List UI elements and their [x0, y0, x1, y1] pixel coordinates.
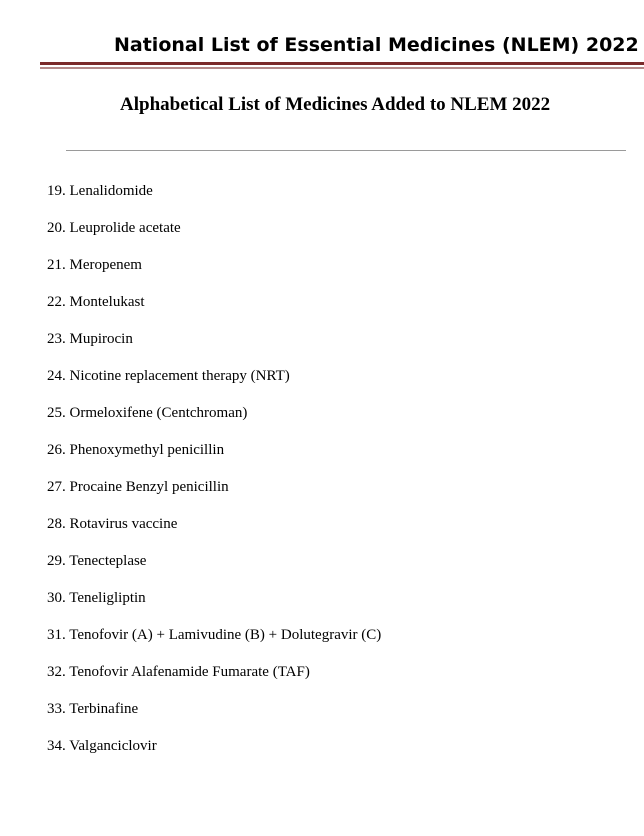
item-number: 24.	[47, 368, 66, 384]
item-name: Leuprolide acetate	[69, 220, 181, 236]
list-item	[47, 700, 381, 737]
list-item	[47, 256, 381, 293]
item-number: 21.	[47, 257, 66, 273]
item-name: Nicotine replacement therapy (NRT)	[69, 368, 290, 384]
medicine-list	[47, 182, 381, 774]
document-title: Alphabetical List of Medicines Added to NLEM 2022	[120, 94, 551, 115]
item-number: 19.	[47, 183, 66, 199]
list-item	[47, 552, 381, 589]
item-number: 32.	[47, 664, 66, 680]
list-item	[47, 441, 381, 478]
list-item	[47, 182, 381, 219]
list-item	[47, 626, 381, 663]
item-name: Terbinafine	[69, 701, 139, 717]
list-item	[47, 478, 381, 515]
item-name: Valganciclovir	[69, 738, 157, 754]
item-number: 33.	[47, 701, 66, 717]
item-number: 34.	[47, 738, 66, 754]
item-number: 30.	[47, 590, 66, 606]
list-item	[47, 330, 381, 367]
item-number: 27.	[47, 479, 66, 495]
list-item	[47, 219, 381, 256]
item-number: 23.	[47, 331, 66, 347]
item-number: 29.	[47, 553, 66, 569]
list-item	[47, 663, 381, 700]
item-name: Meropenem	[69, 257, 142, 273]
item-name: Tenofovir Alafenamide Fumarate (TAF)	[69, 664, 310, 680]
header-title: National List of Essential Medicines (NLEM) 2022	[114, 34, 639, 56]
item-name: Procaine Benzyl penicillin	[69, 479, 229, 495]
list-item	[47, 404, 381, 441]
item-name: Mupirocin	[69, 331, 133, 347]
item-number: 20.	[47, 220, 66, 236]
item-number: 25.	[47, 405, 66, 421]
item-name: Ormeloxifene (Centchroman)	[69, 405, 248, 421]
item-number: 22.	[47, 294, 66, 310]
header-rule	[40, 62, 644, 65]
item-name: Montelukast	[69, 294, 145, 310]
item-number: 28.	[47, 516, 66, 532]
item-number: 31.	[47, 627, 66, 643]
item-name: Rotavirus vaccine	[69, 516, 178, 532]
item-number: 26.	[47, 442, 66, 458]
title-divider	[66, 150, 626, 151]
item-name: Tenecteplase	[69, 553, 147, 569]
list-item	[47, 293, 381, 330]
item-name: Lenalidomide	[69, 183, 153, 199]
item-name: Teneligliptin	[69, 590, 146, 606]
header-rule-secondary	[40, 67, 644, 69]
item-name: Phenoxymethyl penicillin	[69, 442, 225, 458]
list-item	[47, 589, 381, 626]
list-item	[47, 367, 381, 404]
item-name: Tenofovir (A) + Lamivudine (B) + Dolutegravir (C)	[69, 627, 382, 643]
list-item	[47, 737, 381, 774]
list-item	[47, 515, 381, 552]
